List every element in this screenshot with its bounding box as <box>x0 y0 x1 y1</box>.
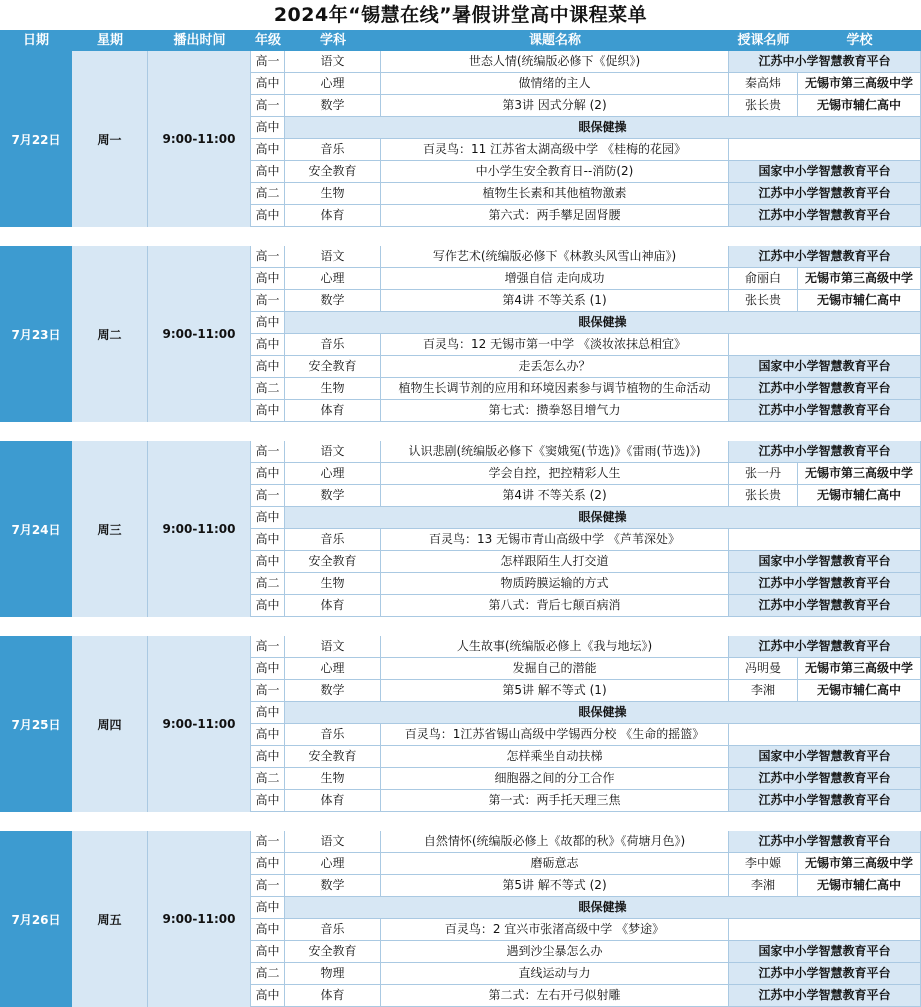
table-row <box>251 897 921 919</box>
topic-cell: 第七式：攒拳怒目增气力 <box>381 400 729 422</box>
table-row <box>251 658 921 680</box>
day-weekday: 周四 <box>72 636 148 812</box>
table-row <box>251 595 921 617</box>
break-cell: 眼保健操 <box>285 117 921 139</box>
topic-cell: 中小学生安全教育日--消防(2) <box>381 161 729 183</box>
topic-cell: 植物生长素和其他植物激素 <box>381 183 729 205</box>
topic-cell: 遇到沙尘暴怎么办 <box>381 941 729 963</box>
platform-cell: 江苏中小学智慧教育平台 <box>729 400 921 422</box>
topic-cell: 第5讲 解不等式 (1) <box>381 680 729 702</box>
topic-cell: 写作艺术(统编版必修下《林教头风雪山神庙》) <box>381 246 729 268</box>
grade-cell: 高中 <box>251 205 285 227</box>
topic-cell: 学会自控，把控精彩人生 <box>381 463 729 485</box>
subject-cell: 安全教育 <box>285 746 381 768</box>
day-weekday: 周二 <box>72 246 148 422</box>
platform-cell: 江苏中小学智慧教育平台 <box>729 246 921 268</box>
subject-cell: 数学 <box>285 485 381 507</box>
subject-cell: 心理 <box>285 268 381 290</box>
grade-cell: 高中 <box>251 334 285 356</box>
topic-cell: 第4讲 不等关系 (1) <box>381 290 729 312</box>
table-row <box>251 985 921 1007</box>
grade-cell: 高一 <box>251 485 285 507</box>
grade-cell: 高中 <box>251 658 285 680</box>
grade-cell: 高中 <box>251 268 285 290</box>
day-block <box>0 831 921 1007</box>
topic-cell: 物质跨膜运输的方式 <box>381 573 729 595</box>
subject-cell: 音乐 <box>285 529 381 551</box>
grade-cell: 高一 <box>251 95 285 117</box>
table-row <box>251 831 921 853</box>
teacher-cell: 李湘 <box>729 680 798 702</box>
grade-cell: 高中 <box>251 746 285 768</box>
day-time: 9:00-11:00 <box>148 246 251 422</box>
platform-cell: 江苏中小学智慧教育平台 <box>729 636 921 658</box>
topic-cell: 做情绪的主人 <box>381 73 729 95</box>
teacher-cell: 秦高炜 <box>729 73 798 95</box>
table-row <box>251 724 921 746</box>
platform-cell: 江苏中小学智慧教育平台 <box>729 441 921 463</box>
subject-cell: 音乐 <box>285 334 381 356</box>
school-cell: 无锡市辅仁高中 <box>798 95 921 117</box>
topic-cell: 认识悲剧(统编版必修下《窦娥冤(节选)》《雷雨(节选)》) <box>381 441 729 463</box>
table-row <box>251 573 921 595</box>
topic-cell: 第4讲 不等关系 (2) <box>381 485 729 507</box>
grade-cell: 高中 <box>251 117 285 139</box>
grade-cell: 高中 <box>251 897 285 919</box>
subject-cell: 安全教育 <box>285 941 381 963</box>
day-weekday: 周五 <box>72 831 148 1007</box>
school-cell: 无锡市辅仁高中 <box>798 485 921 507</box>
table-row <box>251 768 921 790</box>
header-teacher: 授课名师 <box>737 33 790 48</box>
header-weekday: 星期 <box>96 33 123 48</box>
platform-cell: 江苏中小学智慧教育平台 <box>729 790 921 812</box>
school-cell: 无锡市辅仁高中 <box>798 680 921 702</box>
subject-cell: 语文 <box>285 441 381 463</box>
school-cell: 无锡市第三高级中学 <box>798 853 921 875</box>
empty-cell <box>729 919 921 941</box>
subject-cell: 心理 <box>285 853 381 875</box>
grade-cell: 高一 <box>251 636 285 658</box>
table-row <box>251 117 921 139</box>
platform-cell: 江苏中小学智慧教育平台 <box>729 768 921 790</box>
school-cell: 无锡市辅仁高中 <box>798 290 921 312</box>
school-cell: 无锡市第三高级中学 <box>798 658 921 680</box>
grade-cell: 高中 <box>251 919 285 941</box>
day-date: 7月25日 <box>0 636 72 812</box>
school-cell: 无锡市第三高级中学 <box>798 463 921 485</box>
topic-cell: 怎样乘坐自动扶梯 <box>381 746 729 768</box>
header-school: 学校 <box>846 33 873 48</box>
break-cell: 眼保健操 <box>285 507 921 529</box>
table-row <box>251 529 921 551</box>
header-topic: 课题名称 <box>528 33 581 48</box>
topic-cell: 自然情怀(统编版必修上《故都的秋》《荷塘月色》) <box>381 831 729 853</box>
header-subject: 学科 <box>319 33 346 48</box>
subject-cell: 心理 <box>285 463 381 485</box>
topic-cell: 百灵鸟：1江苏省锡山高级中学锡西分校 《生命的摇篮》 <box>381 724 729 746</box>
grade-cell: 高中 <box>251 853 285 875</box>
table-row <box>251 334 921 356</box>
subject-cell: 体育 <box>285 400 381 422</box>
subject-cell: 安全教育 <box>285 356 381 378</box>
topic-cell: 第六式：两手攀足固肾腰 <box>381 205 729 227</box>
subject-cell: 数学 <box>285 875 381 897</box>
table-row <box>251 356 921 378</box>
page-title: 2024年“锡慧在线”暑假讲堂高中课程菜单 <box>273 4 648 26</box>
school-cell: 无锡市第三高级中学 <box>798 268 921 290</box>
subject-cell: 物理 <box>285 963 381 985</box>
topic-cell: 百灵鸟：11 江苏省太湖高级中学 《桂梅的花园》 <box>381 139 729 161</box>
table-row <box>251 441 921 463</box>
table-row <box>251 746 921 768</box>
grade-cell: 高中 <box>251 724 285 746</box>
teacher-cell: 张长贵 <box>729 485 798 507</box>
table-row <box>251 941 921 963</box>
table-header <box>0 30 921 51</box>
platform-cell: 国家中小学智慧教育平台 <box>729 356 921 378</box>
topic-cell: 人生故事(统编版必修上《我与地坛》) <box>381 636 729 658</box>
topic-cell: 怎样跟陌生人打交道 <box>381 551 729 573</box>
teacher-cell: 张长贵 <box>729 290 798 312</box>
grade-cell: 高中 <box>251 356 285 378</box>
platform-cell: 国家中小学智慧教育平台 <box>729 161 921 183</box>
table-row <box>251 95 921 117</box>
topic-cell: 第3讲 因式分解 (2) <box>381 95 729 117</box>
topic-cell: 细胞器之间的分工合作 <box>381 768 729 790</box>
header-time: 播出时间 <box>173 33 226 48</box>
subject-cell: 音乐 <box>285 724 381 746</box>
teacher-cell: 张长贵 <box>729 95 798 117</box>
grade-cell: 高一 <box>251 290 285 312</box>
grade-cell: 高一 <box>251 875 285 897</box>
table-row <box>251 919 921 941</box>
topic-cell: 百灵鸟：12 无锡市第一中学 《淡妆浓抹总相宜》 <box>381 334 729 356</box>
break-cell: 眼保健操 <box>285 897 921 919</box>
break-cell: 眼保健操 <box>285 312 921 334</box>
teacher-cell: 李湘 <box>729 875 798 897</box>
day-block <box>0 636 921 812</box>
grade-cell: 高中 <box>251 941 285 963</box>
subject-cell: 体育 <box>285 205 381 227</box>
table-row <box>251 551 921 573</box>
grade-cell: 高中 <box>251 161 285 183</box>
subject-cell: 数学 <box>285 95 381 117</box>
table-row <box>251 507 921 529</box>
subject-cell: 数学 <box>285 680 381 702</box>
teacher-cell: 张一丹 <box>729 463 798 485</box>
table-row <box>251 963 921 985</box>
topic-cell: 发掘自己的潜能 <box>381 658 729 680</box>
table-row <box>251 790 921 812</box>
subject-cell: 心理 <box>285 658 381 680</box>
day-time: 9:00-11:00 <box>148 831 251 1007</box>
grade-cell: 高中 <box>251 790 285 812</box>
table-row <box>251 702 921 724</box>
empty-cell <box>729 529 921 551</box>
subject-cell: 语文 <box>285 51 381 73</box>
empty-cell <box>729 139 921 161</box>
table-row <box>251 853 921 875</box>
subject-cell: 音乐 <box>285 919 381 941</box>
break-cell: 眼保健操 <box>285 702 921 724</box>
grade-cell: 高中 <box>251 595 285 617</box>
subject-cell: 生物 <box>285 768 381 790</box>
grade-cell: 高一 <box>251 51 285 73</box>
subject-cell: 安全教育 <box>285 161 381 183</box>
grade-cell: 高中 <box>251 985 285 1007</box>
platform-cell: 江苏中小学智慧教育平台 <box>729 963 921 985</box>
table-row <box>251 139 921 161</box>
table-row <box>251 485 921 507</box>
subject-cell: 体育 <box>285 595 381 617</box>
table-row <box>251 51 921 73</box>
platform-cell: 江苏中小学智慧教育平台 <box>729 573 921 595</box>
day-date: 7月23日 <box>0 246 72 422</box>
empty-cell <box>729 334 921 356</box>
platform-cell: 江苏中小学智慧教育平台 <box>729 183 921 205</box>
header-grade: 年级 <box>254 33 281 48</box>
platform-cell: 江苏中小学智慧教育平台 <box>729 378 921 400</box>
topic-cell: 走丢怎么办？ <box>381 356 729 378</box>
grade-cell: 高中 <box>251 400 285 422</box>
platform-cell: 国家中小学智慧教育平台 <box>729 746 921 768</box>
day-date: 7月22日 <box>0 51 72 227</box>
topic-cell: 世态人情(统编版必修下《促织》) <box>381 51 729 73</box>
grade-cell: 高二 <box>251 378 285 400</box>
platform-cell: 国家中小学智慧教育平台 <box>729 941 921 963</box>
day-weekday: 周三 <box>72 441 148 617</box>
topic-cell: 植物生长调节剂的应用和环境因素参与调节植物的生命活动 <box>381 378 729 400</box>
grade-cell: 高中 <box>251 551 285 573</box>
platform-cell: 江苏中小学智慧教育平台 <box>729 51 921 73</box>
table-row <box>251 463 921 485</box>
day-block <box>0 246 921 422</box>
grade-cell: 高中 <box>251 312 285 334</box>
grade-cell: 高中 <box>251 529 285 551</box>
grade-cell: 高中 <box>251 463 285 485</box>
day-time: 9:00-11:00 <box>148 51 251 227</box>
grade-cell: 高一 <box>251 441 285 463</box>
subject-cell: 体育 <box>285 790 381 812</box>
table-row <box>251 183 921 205</box>
grade-cell: 高中 <box>251 507 285 529</box>
table-row <box>251 312 921 334</box>
subject-cell: 体育 <box>285 985 381 1007</box>
topic-cell: 第八式：背后七颠百病消 <box>381 595 729 617</box>
day-block <box>0 441 921 617</box>
subject-cell: 生物 <box>285 573 381 595</box>
grade-cell: 高二 <box>251 768 285 790</box>
platform-cell: 江苏中小学智慧教育平台 <box>729 985 921 1007</box>
table-row <box>251 875 921 897</box>
table-row <box>251 680 921 702</box>
topic-cell: 第一式：两手托天理三焦 <box>381 790 729 812</box>
topic-cell: 直线运动与力 <box>381 963 729 985</box>
school-cell: 无锡市辅仁高中 <box>798 875 921 897</box>
topic-cell: 百灵鸟：13 无锡市青山高级中学 《芦苇深处》 <box>381 529 729 551</box>
table-row <box>251 290 921 312</box>
platform-cell: 国家中小学智慧教育平台 <box>729 551 921 573</box>
grade-cell: 高一 <box>251 680 285 702</box>
teacher-cell: 冯明曼 <box>729 658 798 680</box>
grade-cell: 高一 <box>251 246 285 268</box>
table-row <box>251 161 921 183</box>
table-row <box>251 636 921 658</box>
subject-cell: 音乐 <box>285 139 381 161</box>
grade-cell: 高二 <box>251 183 285 205</box>
subject-cell: 生物 <box>285 183 381 205</box>
grade-cell: 高中 <box>251 702 285 724</box>
day-time: 9:00-11:00 <box>148 636 251 812</box>
school-cell: 无锡市第三高级中学 <box>798 73 921 95</box>
grade-cell: 高二 <box>251 573 285 595</box>
platform-cell: 江苏中小学智慧教育平台 <box>729 831 921 853</box>
day-block <box>0 51 921 227</box>
subject-cell: 语文 <box>285 636 381 658</box>
table-row <box>251 378 921 400</box>
grade-cell: 高一 <box>251 831 285 853</box>
table-row <box>251 205 921 227</box>
day-date: 7月24日 <box>0 441 72 617</box>
subject-cell: 安全教育 <box>285 551 381 573</box>
grade-cell: 高中 <box>251 73 285 95</box>
topic-cell: 第5讲 解不等式 (2) <box>381 875 729 897</box>
grade-cell: 高中 <box>251 139 285 161</box>
table-row <box>251 73 921 95</box>
day-weekday: 周一 <box>72 51 148 227</box>
table-row <box>251 268 921 290</box>
teacher-cell: 李中嫄 <box>729 853 798 875</box>
table-row <box>251 246 921 268</box>
subject-cell: 心理 <box>285 73 381 95</box>
topic-cell: 增强自信 走向成功 <box>381 268 729 290</box>
subject-cell: 语文 <box>285 831 381 853</box>
subject-cell: 语文 <box>285 246 381 268</box>
subject-cell: 生物 <box>285 378 381 400</box>
teacher-cell: 俞丽白 <box>729 268 798 290</box>
day-time: 9:00-11:00 <box>148 441 251 617</box>
platform-cell: 江苏中小学智慧教育平台 <box>729 595 921 617</box>
empty-cell <box>729 724 921 746</box>
platform-cell: 江苏中小学智慧教育平台 <box>729 205 921 227</box>
day-date: 7月26日 <box>0 831 72 1007</box>
topic-cell: 百灵鸟：2 宜兴市张渚高级中学 《梦途》 <box>381 919 729 941</box>
topic-cell: 磨砺意志 <box>381 853 729 875</box>
topic-cell: 第二式：左右开弓似射雕 <box>381 985 729 1007</box>
header-date: 日期 <box>22 33 49 48</box>
grade-cell: 高二 <box>251 963 285 985</box>
subject-cell: 数学 <box>285 290 381 312</box>
table-row <box>251 400 921 422</box>
